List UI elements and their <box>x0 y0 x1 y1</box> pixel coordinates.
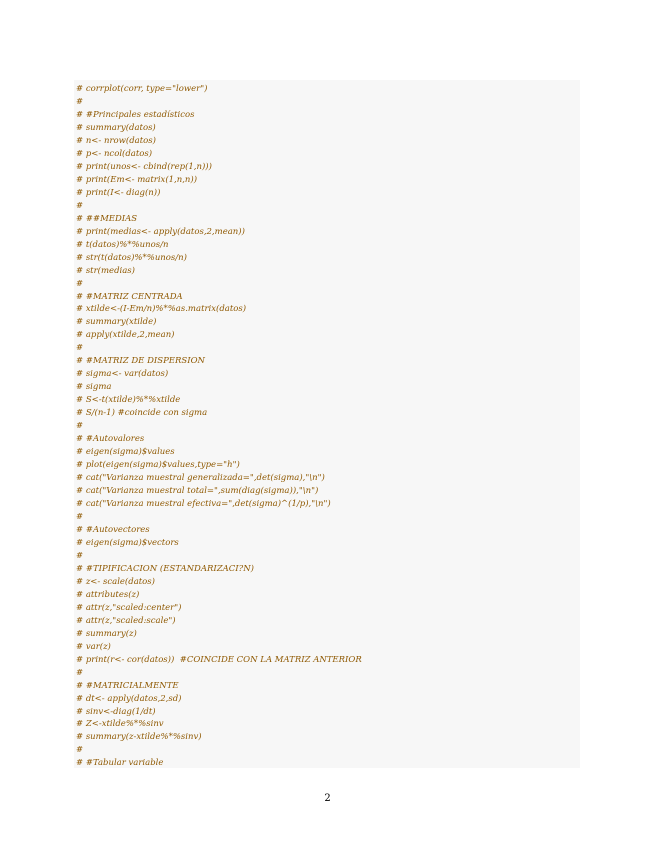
code-line: # <box>76 745 84 756</box>
code-line: # #TIPIFICACION (ESTANDARIZACI?N) <box>76 563 254 574</box>
code-line: # print(r<- cor(datos)) #COINCIDE CON LA MATRIZ ANTERIOR <box>76 654 362 665</box>
code-line: # <box>76 421 84 432</box>
code-line: # S/(n-1) #coincide con sigma <box>76 408 208 419</box>
code-line: # eigen(sigma)$vectors <box>76 537 179 548</box>
code-line: # sinv<-diag(1/dt) <box>76 706 156 717</box>
code-line: # ##MEDIAS <box>76 213 138 224</box>
code-line: # <box>76 667 84 678</box>
code-line: # cat("Varianza muestral total=",sum(diag(sigma)),"\n") <box>76 486 319 497</box>
code-line: # <box>76 96 84 107</box>
code-line: # #Autovectores <box>76 524 150 535</box>
code-line: # eigen(sigma)$values <box>76 447 175 458</box>
code-line: # str(t(datos)%*%unos/n) <box>76 252 187 263</box>
code-line: # n<- nrow(datos) <box>76 135 156 146</box>
code-line: # <box>76 511 84 522</box>
code-line: # xtilde<-(I-Em/n)%*%as.matrix(datos) <box>76 304 247 315</box>
code-line: # print(I<- diag(n)) <box>76 187 161 198</box>
code-line: # <box>76 550 84 561</box>
code-line: # cat("Varianza muestral generalizada=",det(sigma),"\n") <box>76 473 325 484</box>
code-lines <box>76 83 578 770</box>
code-line: # apply(xtilde,2,mean) <box>76 330 175 341</box>
code-line: # cat("Varianza muestral efectiva=",det(sigma)^(1/p),"\n") <box>76 499 331 509</box>
code-line: # attributes(z) <box>76 589 140 600</box>
code-line: # #Tabular variable <box>76 758 164 769</box>
code-line: # #Autovalores <box>76 434 145 445</box>
code-line: # <box>76 343 84 354</box>
code-line: # sigma <box>76 382 112 393</box>
code-line: # plot(eigen(sigma)$values,type="h") <box>76 460 240 471</box>
code-block <box>74 80 580 768</box>
page-number: 2 <box>324 793 331 804</box>
code-line: # z<- scale(datos) <box>76 576 155 587</box>
code-line: # print(Em<- matrix(1,n,n)) <box>76 174 198 185</box>
code-line: # summary(z-xtilde%*%sinv) <box>76 732 202 743</box>
code-line: # corrplot(corr, type="lower") <box>76 84 208 94</box>
code-line: # #MATRIZ CENTRADA <box>76 291 183 302</box>
code-line: # p<- ncol(datos) <box>76 148 153 159</box>
code-line: # print(unos<- cbind(rep(1,n))) <box>76 161 212 172</box>
code-line: # str(medias) <box>76 265 135 276</box>
code-line: # var(z) <box>76 641 111 652</box>
code-line: # summary(xtilde) <box>76 317 157 328</box>
code-line: # attr(z,"scaled:center") <box>76 602 182 613</box>
code-line: # attr(z,"scaled:scale") <box>76 615 176 626</box>
code-line: # summary(z) <box>76 628 137 639</box>
code-line: # sigma<- var(datos) <box>76 369 169 380</box>
code-line: # <box>76 278 84 289</box>
code-line: # S<-t(xtilde)%*%xtilde <box>76 395 181 406</box>
code-line: # #MATRICIALMENTE <box>76 680 179 691</box>
code-line: # print(medias<- apply(datos,2,mean)) <box>76 226 245 237</box>
code-line: # #MATRIZ DE DISPERSION <box>76 356 205 367</box>
code-line: # summary(datos) <box>76 122 156 133</box>
code-line: # dt<- apply(datos,2,sd) <box>76 693 182 704</box>
code-line: # #Principales estadísticos <box>76 109 195 120</box>
code-line: # t(datos)%*%unos/n <box>76 239 169 250</box>
code-line: # Z<-xtilde%*%sinv <box>76 719 164 730</box>
code-line: # <box>76 200 84 211</box>
